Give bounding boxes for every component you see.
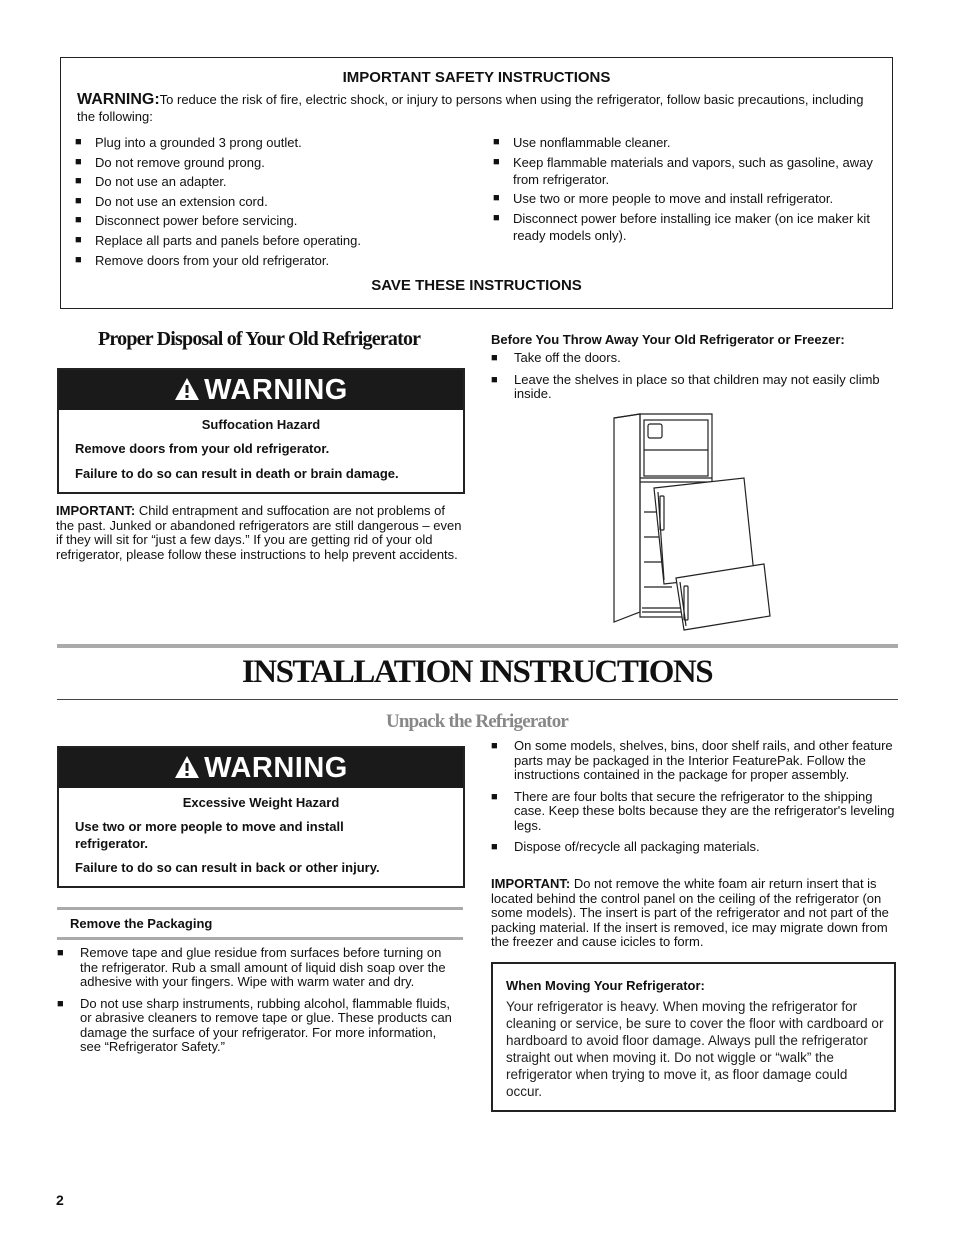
installation-important-paragraph	[491, 877, 896, 950]
important-text: Do not remove the white foam air return insert that is located behind the control panel on the ceiling of the refrigerator (on some models). The insert is part of the refrigerator and not part of the packing material. If the insert is removed, ice may migrate down from the freezer and cause icicles to form.	[491, 876, 889, 949]
weight-warning-box	[57, 746, 465, 888]
list-item: ■ Dispose of/recycle all packaging materials.	[491, 840, 896, 855]
warning-triangle-icon	[174, 755, 200, 779]
list-item: ■ Leave the shelves in place so that children may not easily climb inside.	[491, 373, 891, 402]
important-label: IMPORTANT:	[491, 876, 571, 891]
hazard-title: Excessive Weight Hazard	[182, 795, 340, 810]
safety-instructions-box	[60, 57, 893, 309]
list-item: ■ On some models, shelves, bins, door shelf rails, and other feature parts may be packaged in the Interior FeaturePak. Follow the instructions contained in the package for proper assembly.	[491, 739, 896, 783]
warning-banner-label: WARNING	[204, 374, 348, 406]
list-item: ■ Take off the doors.	[491, 351, 891, 366]
warning-label: WARNING:	[77, 91, 160, 108]
moving-heading: When Moving Your Refrigerator:	[506, 978, 705, 993]
warning-text: To reduce the risk of fire, electric shock, or injury to persons when using the refrigerator, follow basic precautions, including the following:	[77, 92, 864, 124]
list-item: ■ Plug into a grounded 3 prong outlet.	[75, 134, 475, 151]
remove-packaging-list	[57, 946, 452, 1062]
list-item: ■ There are four bolts that secure the refrigerator to the shipping case. Keep these bolts because they are the refrigerator's leveling legs.	[491, 790, 896, 834]
list-item: ■ Do not remove ground prong.	[75, 154, 475, 171]
warning-banner-label: WARNING	[204, 752, 348, 784]
list-item: ■ Remove tape and glue residue from surfaces before turning on the refrigerator. Rub a small amount of liquid dish soap over the adhesive with your fingers. Wipe with warm water and dry.	[57, 946, 452, 990]
moving-refrigerator-box	[491, 962, 896, 1112]
page-number: 2	[56, 1192, 64, 1208]
list-item: ■ Replace all parts and panels before operating.	[75, 232, 475, 249]
before-throw-away-heading: Before You Throw Away Your Old Refrigerator or Freezer:	[491, 332, 845, 347]
section-rule	[57, 907, 463, 910]
list-item: ■ Use two or more people to move and install refrigerator.	[493, 190, 878, 207]
list-item: ■ Remove doors from your old refrigerator.	[75, 252, 475, 269]
list-item: ■ Do not use an extension cord.	[75, 193, 475, 210]
warning-line: Remove doors from your old refrigerator.	[75, 441, 330, 456]
title-underline	[57, 699, 898, 700]
important-text: Child entrapment and suffocation are not problems of the past. Junked or abandoned refrigerators are still dangerous – even if they will sit for “just a few days.” If you are getting rid of your old refrigerator, please follow these instructions to help prevent accidents.	[56, 503, 462, 562]
list-item: ■ Use nonflammable cleaner.	[493, 134, 878, 151]
unpack-list	[491, 739, 896, 862]
warning-banner	[59, 370, 463, 410]
list-item: ■ Do not use sharp instruments, rubbing alcohol, flammable fluids, or abrasive cleaners to remove tape or glue. These products can damage the surface of your refrigerator. For more information, see “Refrigerator Safety.”	[57, 997, 452, 1055]
warning-line: Failure to do so can result in back or other injury.	[75, 860, 380, 875]
list-item: ■ Disconnect power before installing ice maker (on ice maker kit ready models only).	[493, 210, 878, 244]
section-rule	[57, 937, 463, 940]
section-divider	[57, 644, 898, 648]
important-label: IMPORTANT:	[56, 503, 136, 518]
before-throw-away-list	[491, 351, 891, 409]
warning-banner	[59, 748, 463, 788]
refrigerator-doors-removed-illustration	[612, 412, 777, 637]
unpack-heading: Unpack the Refrigerator	[385, 711, 569, 732]
remove-packaging-heading: Remove the Packaging	[70, 916, 213, 931]
list-item: ■ Do not use an adapter.	[75, 173, 475, 190]
safety-list-right	[493, 134, 878, 246]
warning-line: Use two or more people to move and install refrigerator.	[75, 819, 344, 851]
disposal-important-paragraph	[56, 504, 462, 562]
list-item: ■ Keep flammable materials and vapors, such as gasoline, away from refrigerator.	[493, 154, 878, 188]
safety-title: IMPORTANT SAFETY INSTRUCTIONS	[342, 69, 611, 86]
hazard-title: Suffocation Hazard	[201, 417, 321, 432]
list-item: ■ Disconnect power before servicing.	[75, 212, 475, 229]
warning-triangle-icon	[174, 377, 200, 401]
save-instructions-text: SAVE THESE INSTRUCTIONS	[371, 277, 582, 294]
disposal-heading: Proper Disposal of Your Old Refrigerator	[98, 328, 421, 350]
safety-warning-paragraph	[77, 91, 876, 125]
safety-list-left	[75, 134, 475, 271]
moving-text: Your refrigerator is heavy. When moving the refrigerator for cleaning or service, be sure to cover the floor with cardboard or hardboard to avoid floor damage. Always pull the refrigerator straight out when moving it. Do not wiggle or “walk” the refrigerator when trying to move it, as floor damage could occur.	[506, 999, 884, 1099]
suffocation-warning-box	[57, 368, 465, 494]
installation-title: INSTALLATION INSTRUCTIONS	[241, 654, 713, 690]
warning-line: Failure to do so can result in death or brain damage.	[75, 466, 399, 481]
